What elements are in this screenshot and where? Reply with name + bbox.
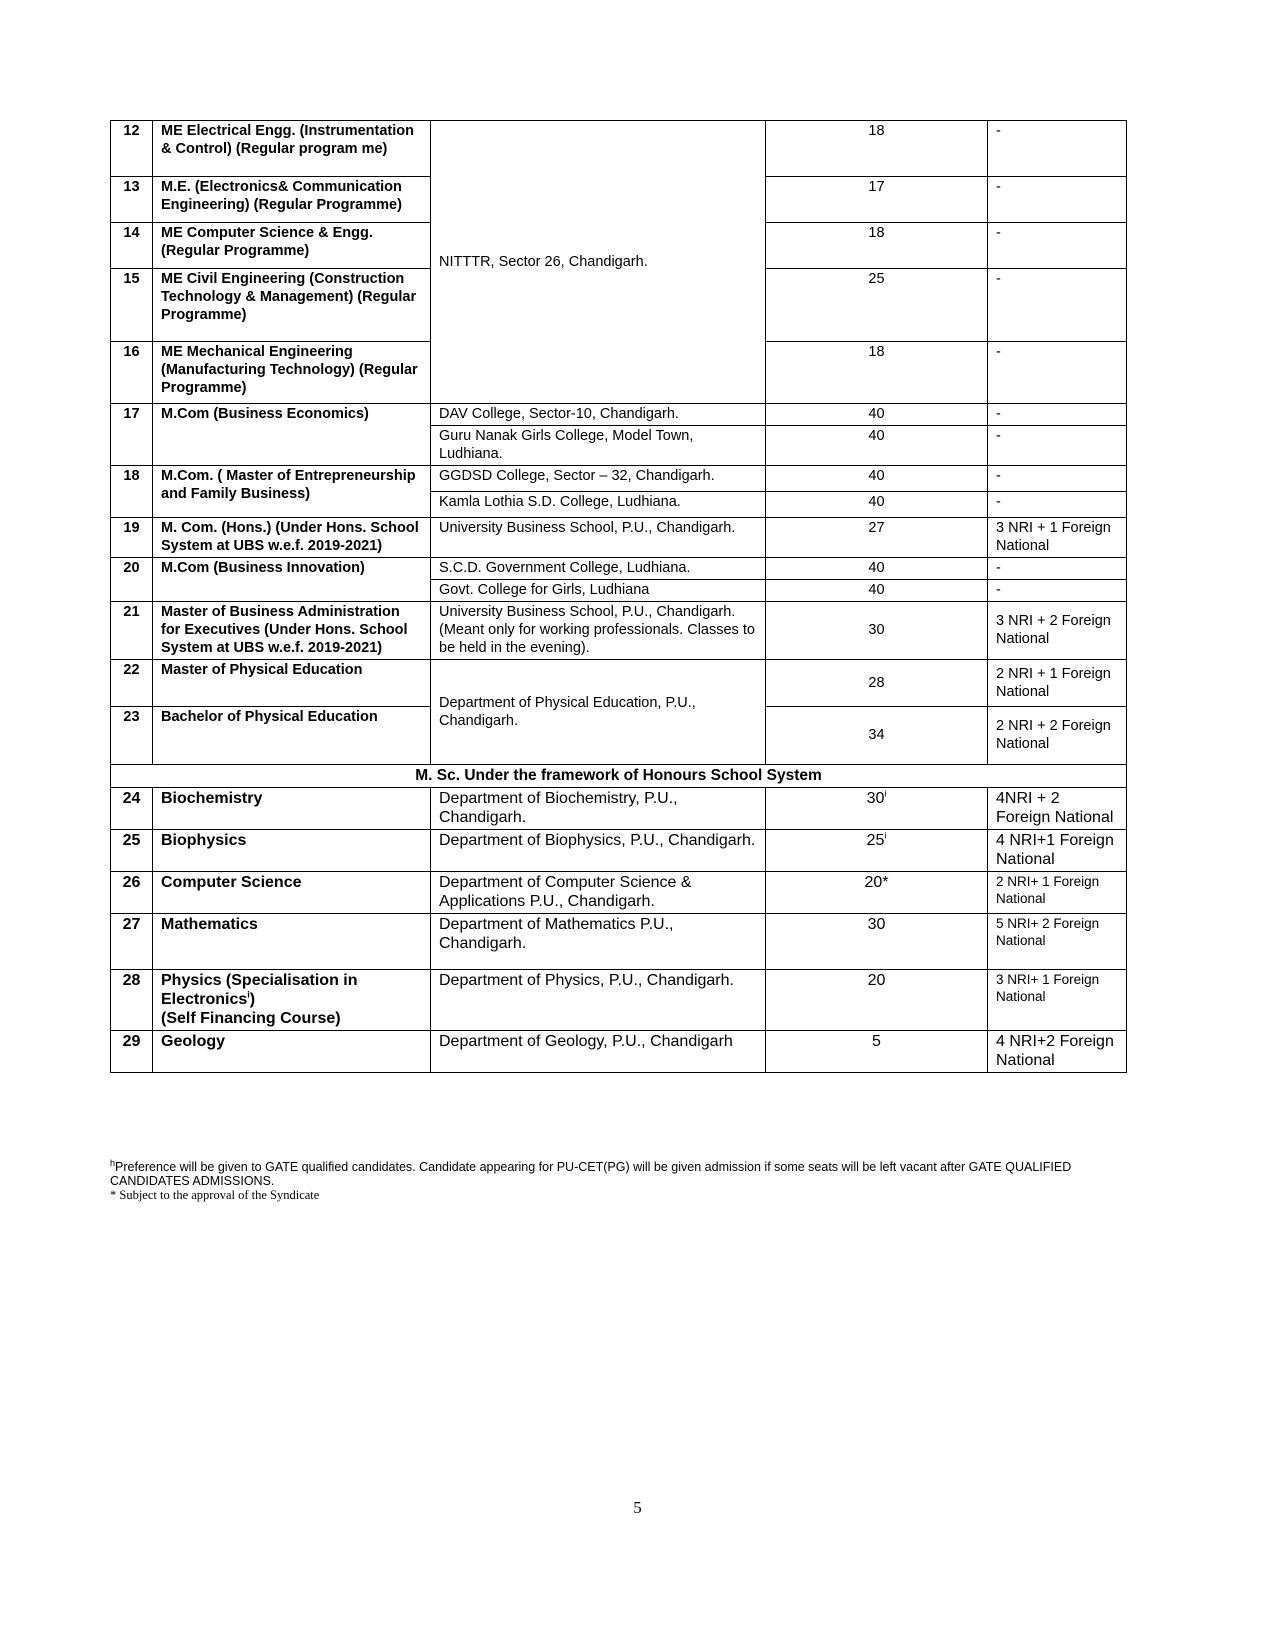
table-row [111, 970, 1127, 1031]
institute-name: Department of Biophysics, P.U., Chandigarh. [431, 830, 766, 872]
serial-number: 12 [111, 121, 153, 177]
course-title: Physics (Specialisation in Electronics [161, 972, 358, 1008]
table-row [111, 660, 1127, 707]
institute-name: University Business School, P.U., Chandigarh. (Meant only for working professionals. Classes to be held in the evening). [431, 602, 766, 660]
course-name: Computer Science [153, 872, 431, 914]
nri-seats: - [988, 342, 1127, 404]
course-title-end: ) [249, 991, 256, 1008]
nri-seats: 4 NRI+1 Foreign National [988, 830, 1127, 872]
institute-name: Department of Biochemistry, P.U., Chandigarh. [431, 788, 766, 830]
seats-count: 28 [766, 660, 988, 707]
course-name: ME Mechanical Engineering (Manufacturing Technology) (Regular Programme) [153, 342, 431, 404]
nri-seats: - [988, 492, 1127, 518]
seats-count: 18 [766, 223, 988, 269]
nri-seats: - [988, 580, 1127, 602]
course-name [153, 970, 431, 1031]
course-name: ME Computer Science & Engg. (Regular Programme) [153, 223, 431, 269]
seats-count [766, 788, 988, 830]
serial-number: 28 [111, 970, 153, 1031]
course-name: Bachelor of Physical Education [153, 707, 431, 765]
seats-count: 20* [766, 872, 988, 914]
course-name: Biophysics [153, 830, 431, 872]
nri-seats: - [988, 426, 1127, 466]
serial-number: 24 [111, 788, 153, 830]
seats-count: 20 [766, 970, 988, 1031]
institute-name: Department of Computer Science & Applications P.U., Chandigarh. [431, 872, 766, 914]
table-row [111, 602, 1127, 660]
table-row [111, 788, 1127, 830]
nri-seats: - [988, 466, 1127, 492]
table-row [111, 830, 1127, 872]
footnote-marker: i [884, 830, 887, 841]
seats-count: 40 [766, 426, 988, 466]
table-row [111, 1031, 1127, 1073]
seats-value: 30 [866, 790, 885, 807]
seats-count: 27 [766, 518, 988, 558]
serial-number: 25 [111, 830, 153, 872]
institute-name: Department of Physics, P.U., Chandigarh. [431, 970, 766, 1031]
serial-number: 14 [111, 223, 153, 269]
admissions-table [110, 120, 1127, 1073]
nri-seats: - [988, 121, 1127, 177]
seats-count [766, 830, 988, 872]
nri-seats: 4 NRI+2 Foreign National [988, 1031, 1127, 1073]
table-row [111, 404, 1127, 426]
page-number: 5 [633, 1498, 642, 1517]
nri-seats: - [988, 269, 1127, 342]
seats-count: 5 [766, 1031, 988, 1073]
seats-count: 40 [766, 558, 988, 580]
seats-count: 30 [766, 602, 988, 660]
serial-number: 29 [111, 1031, 153, 1073]
seats-count: 40 [766, 580, 988, 602]
institute-name: DAV College, Sector-10, Chandigarh. [431, 404, 766, 426]
course-name: Geology [153, 1031, 431, 1073]
serial-number: 19 [111, 518, 153, 558]
institute-name: NITTTR, Sector 26, Chandigarh. [431, 121, 766, 404]
course-name: Biochemistry [153, 788, 431, 830]
nri-seats: 3 NRI+ 1 Foreign National [988, 970, 1127, 1031]
nri-seats: 3 NRI + 2 Foreign National [988, 602, 1127, 660]
seats-count: 18 [766, 121, 988, 177]
approval-note: * Subject to the approval of the Syndicate [110, 1188, 320, 1202]
table-row [111, 558, 1127, 580]
nri-seats: 2 NRI + 1 Foreign National [988, 660, 1127, 707]
institute-name: S.C.D. Government College, Ludhiana. [431, 558, 766, 580]
seats-count: 25 [766, 269, 988, 342]
serial-number: 15 [111, 269, 153, 342]
nri-seats: - [988, 223, 1127, 269]
serial-number: 16 [111, 342, 153, 404]
institute-name: University Business School, P.U., Chandigarh. [431, 518, 766, 558]
course-note: (Self Financing Course) [161, 1010, 341, 1027]
course-name: Mathematics [153, 914, 431, 970]
seats-count: 17 [766, 177, 988, 223]
nri-seats: - [988, 404, 1127, 426]
seats-value: 25 [866, 832, 885, 849]
institute-name: Guru Nanak Girls College, Model Town, Ludhiana. [431, 426, 766, 466]
nri-seats: 2 NRI + 2 Foreign National [988, 707, 1127, 765]
footnote-text [110, 1157, 1120, 1188]
course-name: M.Com (Business Economics) [153, 404, 431, 466]
course-name: M.Com (Business Innovation) [153, 558, 431, 602]
serial-number: 26 [111, 872, 153, 914]
nri-seats: 2 NRI+ 1 Foreign National [988, 872, 1127, 914]
institute-name: Govt. College for Girls, Ludhiana [431, 580, 766, 602]
seats-count: 18 [766, 342, 988, 404]
course-name: M.E. (Electronics& Communication Engineering) (Regular Programme) [153, 177, 431, 223]
institute-name: Department of Geology, P.U., Chandigarh [431, 1031, 766, 1073]
section-row [111, 765, 1127, 788]
serial-number: 18 [111, 466, 153, 518]
table-row [111, 872, 1127, 914]
course-name: M. Com. (Hons.) (Under Hons. School System at UBS w.e.f. 2019-2021) [153, 518, 431, 558]
nri-seats: - [988, 177, 1127, 223]
serial-number: 17 [111, 404, 153, 466]
seats-count: 34 [766, 707, 988, 765]
nri-seats: - [988, 558, 1127, 580]
institute-name: GGDSD College, Sector – 32, Chandigarh. [431, 466, 766, 492]
course-name: Master of Physical Education [153, 660, 431, 707]
seats-count: 40 [766, 404, 988, 426]
nri-seats: 5 NRI+ 2 Foreign National [988, 914, 1127, 970]
nri-seats: 3 NRI + 1 Foreign National [988, 518, 1127, 558]
table-row [111, 121, 1127, 177]
footnote-marker: i [884, 788, 887, 799]
seats-count: 40 [766, 492, 988, 518]
table-row [111, 914, 1127, 970]
footnote-body: Preference will be given to GATE qualified candidates. Candidate appearing for PU-CET(PG) will be given admission if some seats will be left vacant after GATE QUALIFIED CANDIDATES ADMISSIONS. [110, 1160, 1072, 1188]
course-name: ME Electrical Engg. (Instrumentation & Control) (Regular program me) [153, 121, 431, 177]
seats-count: 30 [766, 914, 988, 970]
table-row [111, 466, 1127, 492]
serial-number: 23 [111, 707, 153, 765]
section-heading: M. Sc. Under the framework of Honours School System [111, 765, 1127, 788]
table-row [111, 518, 1127, 558]
serial-number: 22 [111, 660, 153, 707]
footnote-marker: h [110, 1157, 116, 1168]
footnote [110, 1157, 1120, 1202]
nri-seats: 4NRI + 2 Foreign National [988, 788, 1127, 830]
footnote-marker: i [247, 989, 250, 1000]
serial-number: 27 [111, 914, 153, 970]
serial-number: 13 [111, 177, 153, 223]
course-name: ME Civil Engineering (Construction Technology & Management) (Regular Programme) [153, 269, 431, 342]
institute-name: Department of Physical Education, P.U., Chandigarh. [431, 660, 766, 765]
serial-number: 21 [111, 602, 153, 660]
institute-name: Kamla Lothia S.D. College, Ludhiana. [431, 492, 766, 518]
course-name: Master of Business Administration for Executives (Under Hons. School System at UBS w.e.f. 2019-2021) [153, 602, 431, 660]
institute-name: Department of Mathematics P.U., Chandigarh. [431, 914, 766, 970]
course-name: M.Com. ( Master of Entrepreneurship and Family Business) [153, 466, 431, 518]
serial-number: 20 [111, 558, 153, 602]
seats-count: 40 [766, 466, 988, 492]
